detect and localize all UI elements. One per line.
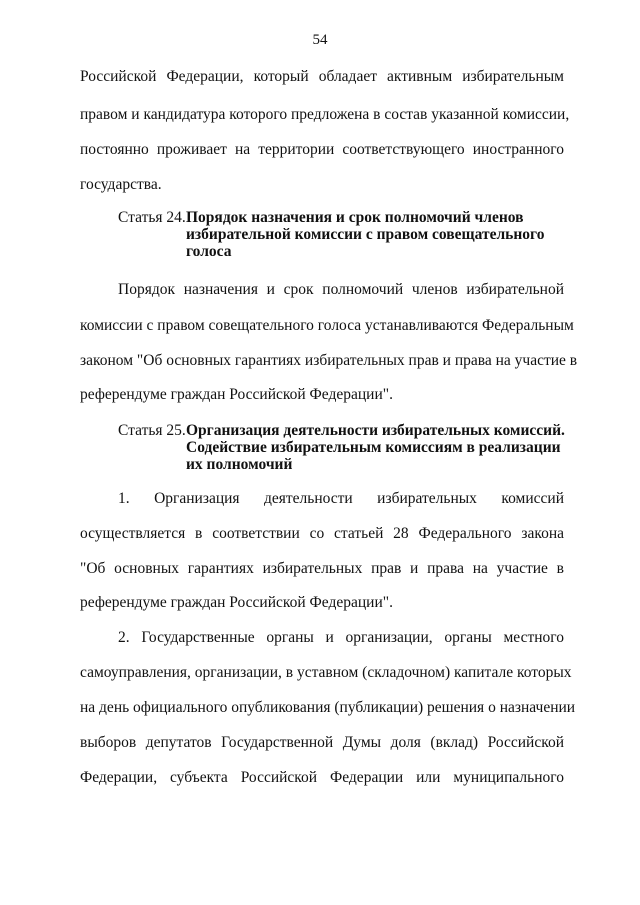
paragraph-line: комиссии с правом совещательного голоса устанавливаются Федеральным: [80, 317, 574, 334]
article-25-number: Статья 25.: [118, 422, 186, 439]
paragraph-line: выборов депутатов Государственной Думы доля (вклад) Российской: [80, 734, 564, 751]
paragraph-line: референдуме граждан Российской Федерации".: [80, 386, 393, 403]
paragraph-line: на день официального опубликования (публикации) решения о назначении: [80, 699, 576, 716]
article-title-line: Порядок назначения и срок полномочий членов: [186, 209, 524, 226]
paragraph-line: правом и кандидатура которого предложена в состав указанной комиссии,: [80, 106, 570, 123]
article-25-title: [186, 422, 576, 473]
paragraph-line: Федерации, субъекта Российской Федерации или муниципального: [80, 769, 564, 786]
page-number: 54: [312, 32, 328, 48]
article-title-line: избирательной комиссии с правом совещательного: [186, 226, 545, 243]
article-title-line: Содействие избирательным комиссиям в реализации: [186, 439, 561, 456]
paragraph-line: государства.: [80, 176, 162, 193]
paragraph-line: Российской Федерации, который обладает активным избирательным: [80, 68, 564, 85]
article-title-line: их полномочий: [186, 456, 293, 473]
paragraph-line: постоянно проживает на территории соответствующего иностранного: [80, 141, 564, 158]
paragraph-line: референдуме граждан Российской Федерации".: [80, 594, 393, 611]
article-title-line: голоса: [186, 243, 232, 260]
paragraph-line: "Об основных гарантиях избирательных прав и права на участие в: [80, 560, 564, 577]
paragraph-line: 2. Государственные органы и организации, органы местного: [118, 629, 564, 646]
paragraph-line: самоуправления, организации, в уставном (складочном) капитале которых: [80, 664, 572, 681]
paragraph-line: Порядок назначения и срок полномочий членов избирательной: [118, 281, 564, 298]
article-title-line: Организация деятельности избирательных комиссий.: [186, 422, 565, 439]
paragraph-line: осуществляется в соответствии со статьей 28 Федерального закона: [80, 525, 564, 542]
article-24-number: Статья 24.: [118, 209, 186, 226]
paragraph-line: законом "Об основных гарантиях избирательных прав и права на участие в: [80, 352, 578, 369]
paragraph-line: 1. Организация деятельности избирательных комиссий: [118, 490, 564, 507]
article-24-title: [186, 209, 576, 260]
